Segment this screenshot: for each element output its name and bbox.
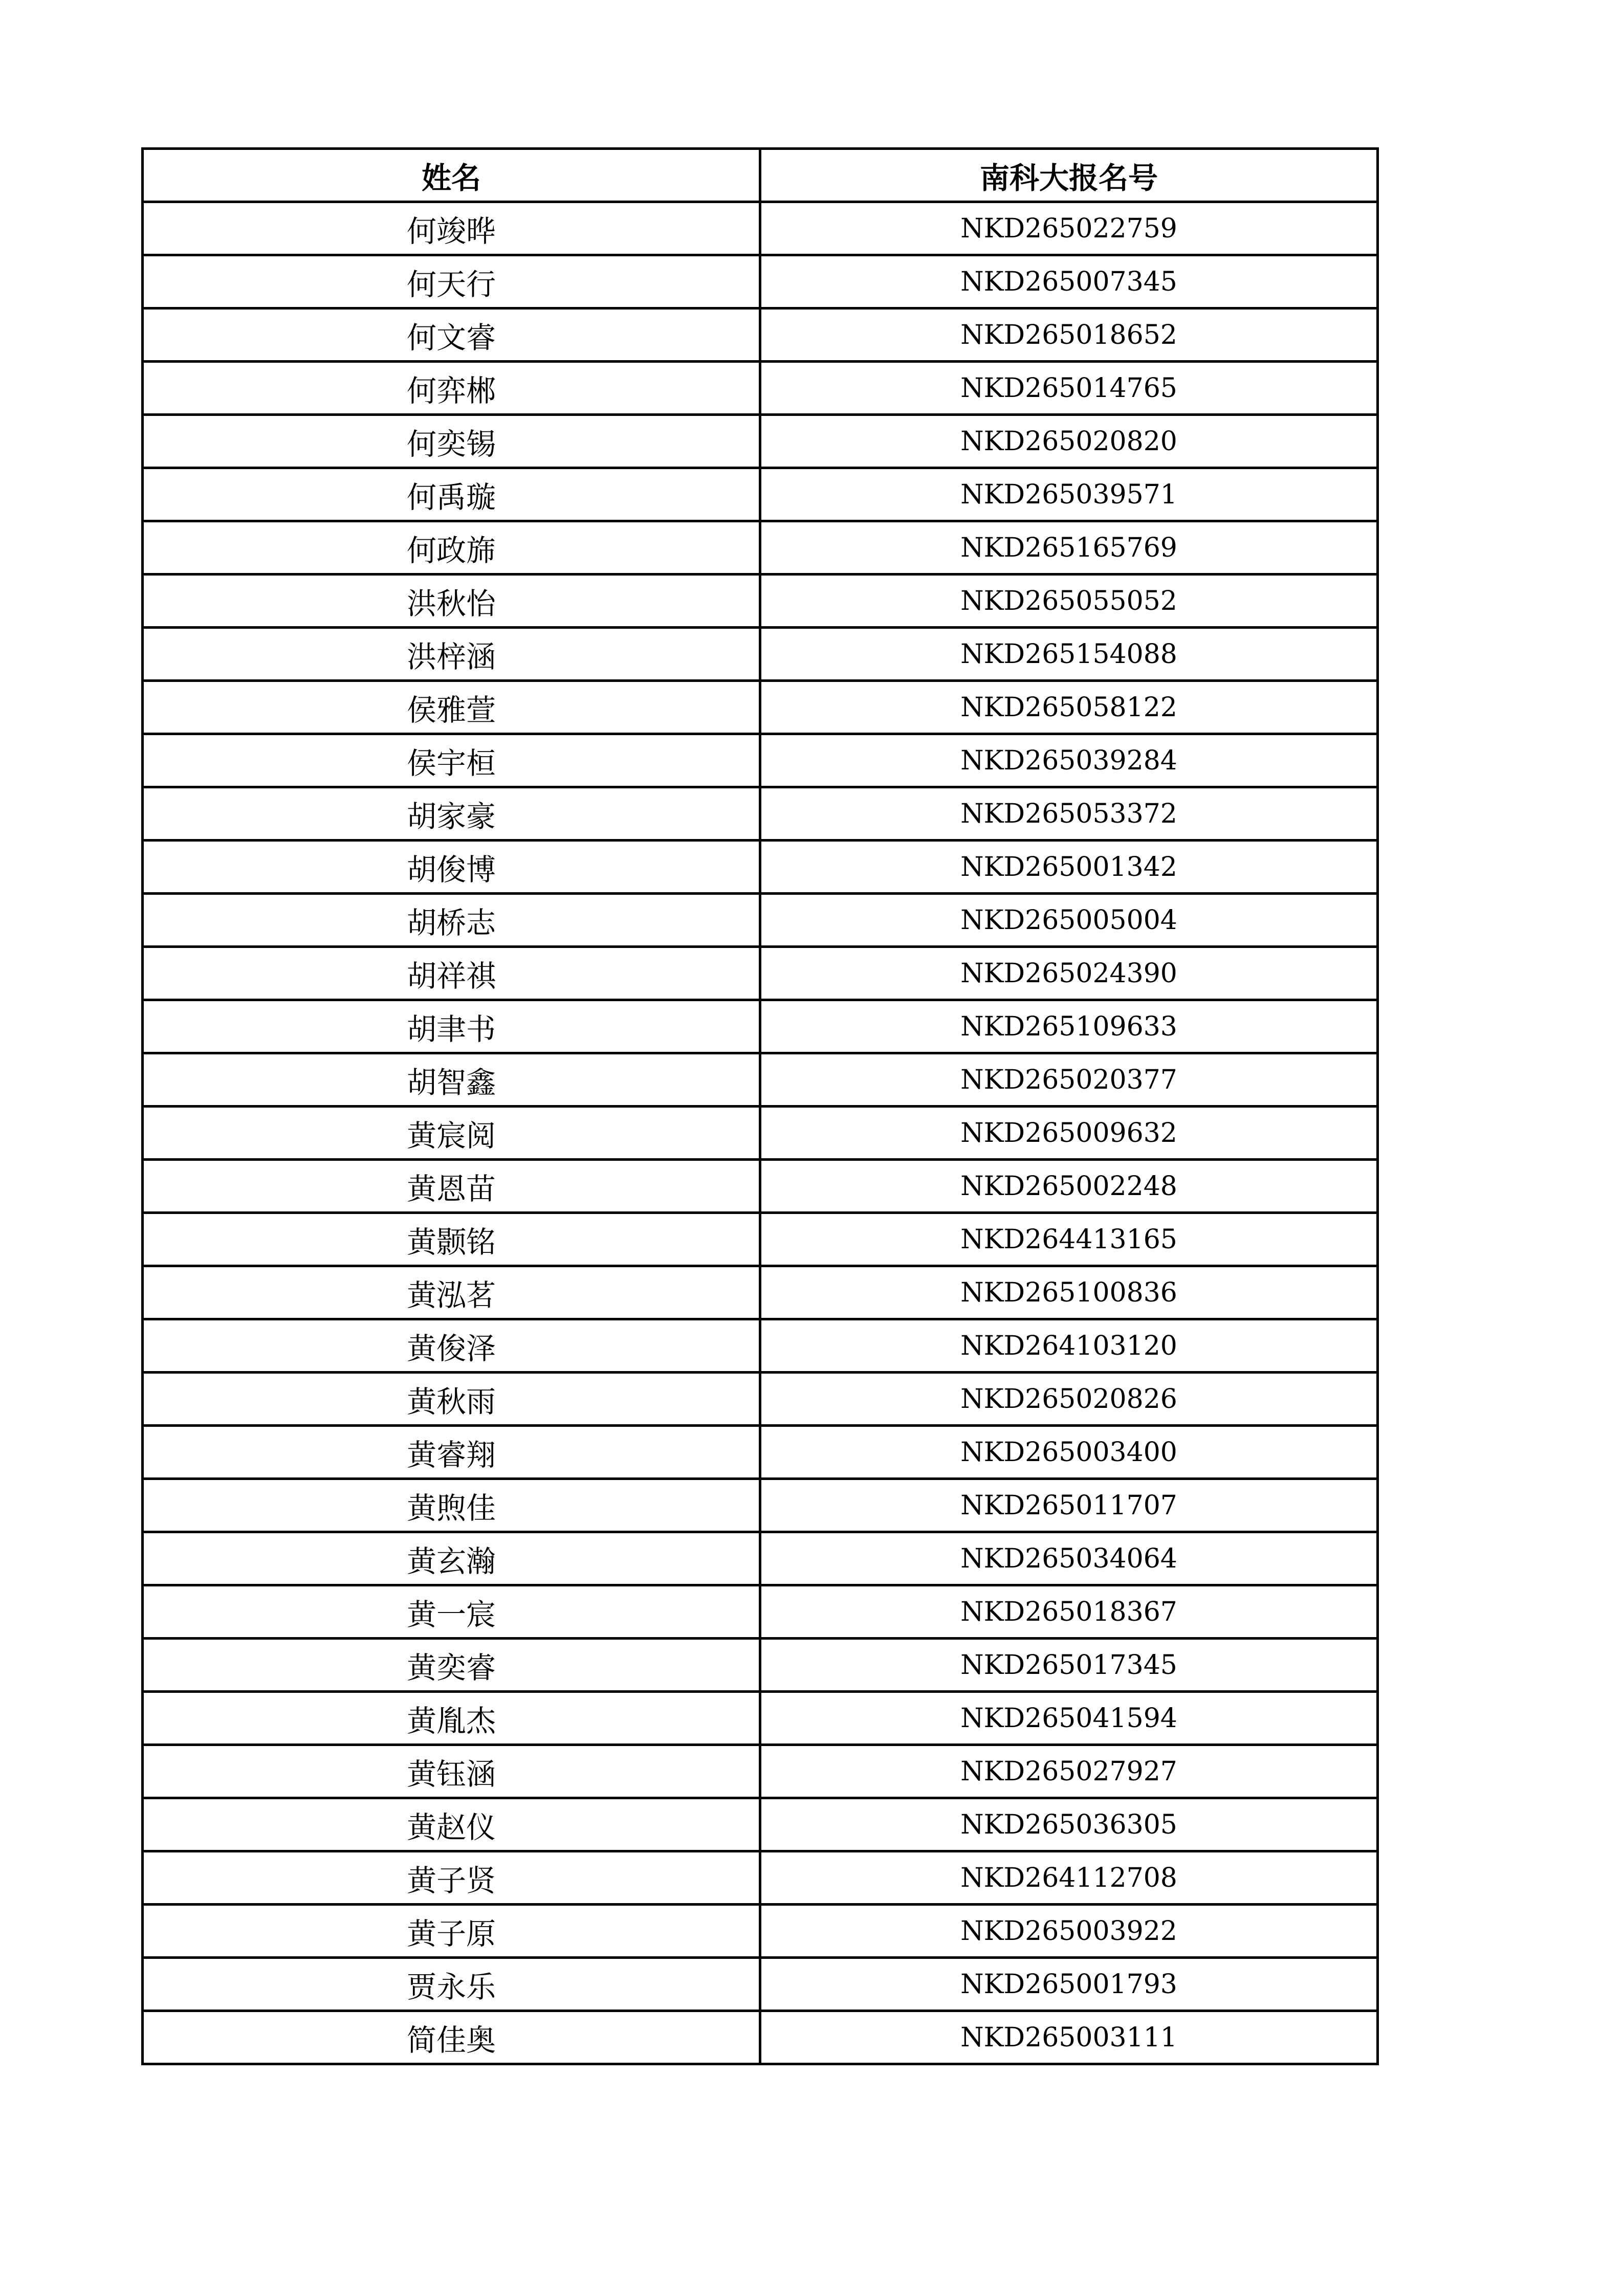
student-name-cell: 何奕锡 [143,415,760,468]
registration-number-cell: NKD265011707 [760,1479,1378,1532]
student-name-cell: 黄子原 [143,1905,760,1958]
student-name-cell: 简佳奥 [143,2011,760,2064]
table-row [143,894,1378,947]
registration-number-cell: NKD265039284 [760,734,1378,787]
student-name-cell: 胡桥志 [143,894,760,947]
registration-number-cell: NKD265001793 [760,1958,1378,2011]
table-row [143,202,1378,255]
student-name-cell: 侯宇桓 [143,734,760,787]
registration-number-cell: NKD265036305 [760,1798,1378,1851]
student-name-cell: 何文睿 [143,308,760,362]
table-row [143,1745,1378,1798]
table-row [143,1585,1378,1639]
table-row [143,734,1378,787]
student-name-cell: 黄宸阅 [143,1107,760,1160]
student-name-cell: 侯雅萱 [143,681,760,734]
table-row [143,1426,1378,1479]
student-name-cell: 黄睿翔 [143,1426,760,1479]
student-name-cell: 何天行 [143,255,760,308]
table-row [143,415,1378,468]
table-row [143,1532,1378,1585]
registration-number-cell: NKD265039571 [760,468,1378,521]
table-row [143,308,1378,362]
registration-number-cell: NKD265058122 [760,681,1378,734]
table-row [143,787,1378,841]
registration-number-cell: NKD265100836 [760,1266,1378,1319]
table-row [143,1798,1378,1851]
student-name-cell: 何弈郴 [143,362,760,415]
student-name-cell: 黄一宸 [143,1585,760,1639]
student-name-cell: 胡聿书 [143,1000,760,1053]
registration-number-cell: NKD265165769 [760,521,1378,575]
student-name-cell: 胡家豪 [143,787,760,841]
table-row [143,255,1378,308]
student-name-cell: 黄胤杰 [143,1692,760,1745]
table-row [143,628,1378,681]
student-name-cell: 黄奕睿 [143,1639,760,1692]
registration-number-column-header: 南科大报名号 [760,149,1378,202]
name-column-header: 姓名 [143,149,760,202]
student-name-cell: 洪秋怡 [143,575,760,628]
registration-number-cell: NKD265003400 [760,1426,1378,1479]
table-row [143,947,1378,1000]
table-row [143,362,1378,415]
student-name-cell: 何禹璇 [143,468,760,521]
student-name-cell: 胡智鑫 [143,1053,760,1107]
student-name-cell: 黄泓茗 [143,1266,760,1319]
table-row [143,1053,1378,1107]
table-row [143,1479,1378,1532]
registration-number-cell: NKD265007345 [760,255,1378,308]
table-row [143,1851,1378,1905]
registration-number-cell: NKD265055052 [760,575,1378,628]
student-name-cell: 何政旆 [143,521,760,575]
student-name-cell: 何竣晔 [143,202,760,255]
table-row [143,575,1378,628]
table-row [143,1213,1378,1266]
student-name-cell: 黄颢铭 [143,1213,760,1266]
table-row [143,468,1378,521]
table-header [143,149,1378,202]
student-name-cell: 胡俊博 [143,841,760,894]
student-name-cell: 洪梓涵 [143,628,760,681]
registration-number-cell: NKD265020826 [760,1373,1378,1426]
registration-number-cell: NKD265109633 [760,1000,1378,1053]
registration-number-cell: NKD265027927 [760,1745,1378,1798]
registration-number-cell: NKD265053372 [760,787,1378,841]
registration-number-cell: NKD265154088 [760,628,1378,681]
table-row [143,1639,1378,1692]
student-name-cell: 黄煦佳 [143,1479,760,1532]
header-row [143,149,1378,202]
student-name-cell: 黄秋雨 [143,1373,760,1426]
table-body [143,202,1378,2064]
registration-number-cell: NKD265017345 [760,1639,1378,1692]
registration-number-cell: NKD265001342 [760,841,1378,894]
registration-number-cell: NKD264112708 [760,1851,1378,1905]
student-name-cell: 黄子贤 [143,1851,760,1905]
table-row [143,1958,1378,2011]
registration-number-cell: NKD264103120 [760,1319,1378,1373]
registration-number-cell: NKD265041594 [760,1692,1378,1745]
student-name-cell: 黄俊泽 [143,1319,760,1373]
table-row [143,841,1378,894]
student-name-cell: 黄玄瀚 [143,1532,760,1585]
registration-number-cell: NKD265014765 [760,362,1378,415]
table-row [143,2011,1378,2064]
table-row [143,681,1378,734]
registration-number-cell: NKD265003922 [760,1905,1378,1958]
table-row [143,1107,1378,1160]
registration-number-cell: NKD265022759 [760,202,1378,255]
registration-number-cell: NKD265009632 [760,1107,1378,1160]
table-row [143,1373,1378,1426]
table-row [143,1160,1378,1213]
student-name-cell: 胡祥祺 [143,947,760,1000]
table-row [143,1000,1378,1053]
registration-number-cell: NKD265018367 [760,1585,1378,1639]
registration-number-cell: NKD265020820 [760,415,1378,468]
student-name-cell: 黄恩苗 [143,1160,760,1213]
table-row [143,1692,1378,1745]
registration-number-cell: NKD265020377 [760,1053,1378,1107]
table-row [143,1266,1378,1319]
student-name-cell: 黄钰涵 [143,1745,760,1798]
registration-number-cell: NKD265002248 [760,1160,1378,1213]
table-row [143,1905,1378,1958]
registration-number-cell: NKD265003111 [760,2011,1378,2064]
student-name-cell: 贾永乐 [143,1958,760,2011]
roster-table [141,147,1379,2065]
registration-number-cell: NKD265024390 [760,947,1378,1000]
registration-number-cell: NKD265005004 [760,894,1378,947]
registration-number-cell: NKD264413165 [760,1213,1378,1266]
registration-number-cell: NKD265018652 [760,308,1378,362]
table-row [143,1319,1378,1373]
student-name-cell: 黄赵仪 [143,1798,760,1851]
registration-number-cell: NKD265034064 [760,1532,1378,1585]
table-row [143,521,1378,575]
